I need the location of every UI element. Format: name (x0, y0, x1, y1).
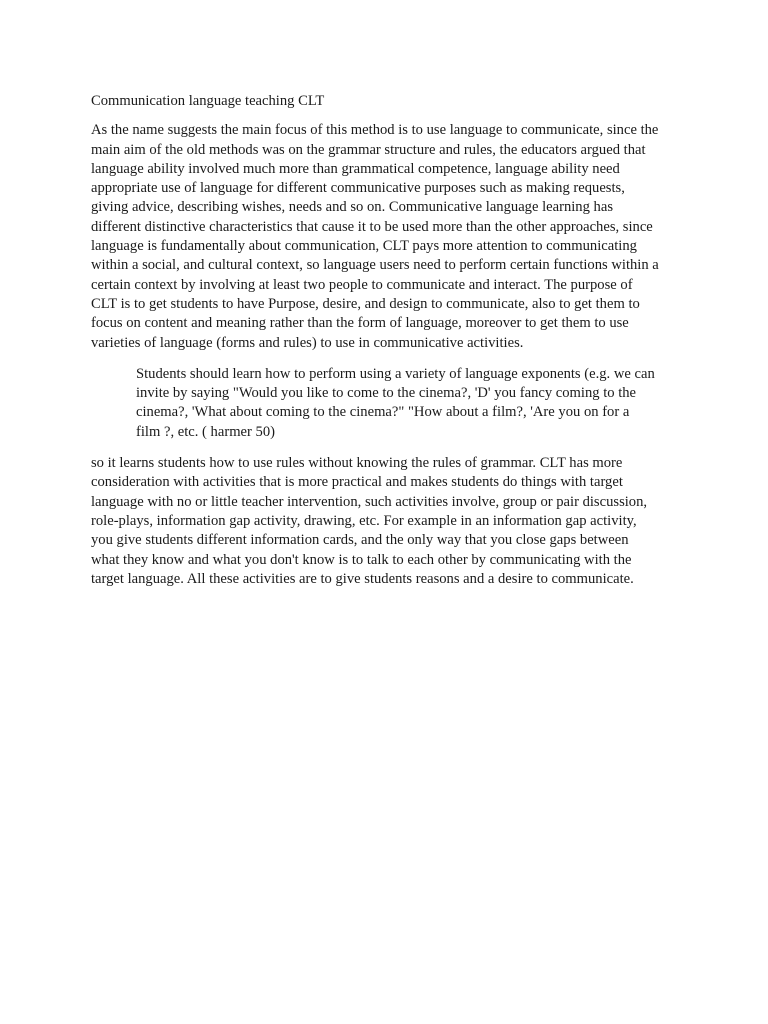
quote-line: Students should learn how to perform using a variety of language exponents (e.g. we can (136, 365, 655, 382)
quote-line: invite by saying "Would you like to come to the cinema?, 'D' you fancy coming to the (136, 385, 637, 402)
paragraph-line: consideration with activities that is more practical and makes students do things with target (91, 474, 623, 491)
paragraph-line: giving advice, describing wishes, needs and so on. Communicative language learning has (91, 199, 614, 216)
quote-line: film ?, etc. ( harmer 50) (136, 423, 275, 440)
paragraph-line: main aim of the old methods was on the grammar structure and rules, the educators argued that (91, 141, 646, 158)
paragraph-line: within a social, and cultural context, so language users need to perform certain functions within a (91, 257, 659, 274)
paragraph-line: appropriate use of language for different communicative purposes such as making requests, (91, 180, 625, 197)
paragraph-line: language with no or little teacher intervention, such activities involve, group or pair discussion, (91, 493, 648, 510)
paragraph-line: focus on content and meaning rather than the form of language, moreover to get them to use (91, 315, 629, 332)
paragraph-line: varieties of language (forms and rules) to use in communicative activities. (91, 334, 524, 351)
quote-line: cinema?, 'What about coming to the cinema?" "How about a film?, 'Are you on for a (136, 404, 630, 421)
paragraph-line: you give students different information cards, and the only way that you close gaps between (91, 532, 629, 549)
paragraph-line: As the name suggests the main focus of this method is to use language to communicate, since the (91, 122, 659, 139)
block-quote (136, 365, 691, 442)
paragraph-line: different distinctive characteristics that cause it to be used more than the other approaches, since (91, 218, 653, 235)
paragraph-line: what they know and what you don't know is to talk to each other by communicating with the (91, 551, 632, 568)
paragraph-line: target language. All these activities are to give students reasons and a desire to communicate. (91, 570, 634, 587)
body-paragraph-1 (91, 121, 691, 353)
document-page (91, 92, 691, 589)
paragraph-line: role-plays, information gap activity, drawing, etc. For example in an information gap activity, (91, 512, 637, 529)
paragraph-line: so it learns students how to use rules without knowing the rules of grammar. CLT has more (91, 455, 623, 472)
paragraph-line: certain context by involving at least two people to communicate and interact. The purpose of (91, 276, 633, 293)
document-title: Communication language teaching CLT (91, 93, 325, 109)
paragraph-line: language is fundamentally about communication, CLT pays more attention to communicating (91, 238, 637, 255)
body-paragraph-2 (91, 454, 691, 589)
paragraph-line: CLT is to get students to have Purpose, desire, and design to communicate, also to get them to (91, 295, 640, 312)
paragraph-line: language ability involved much more than grammatical competence, language ability need (91, 160, 620, 177)
